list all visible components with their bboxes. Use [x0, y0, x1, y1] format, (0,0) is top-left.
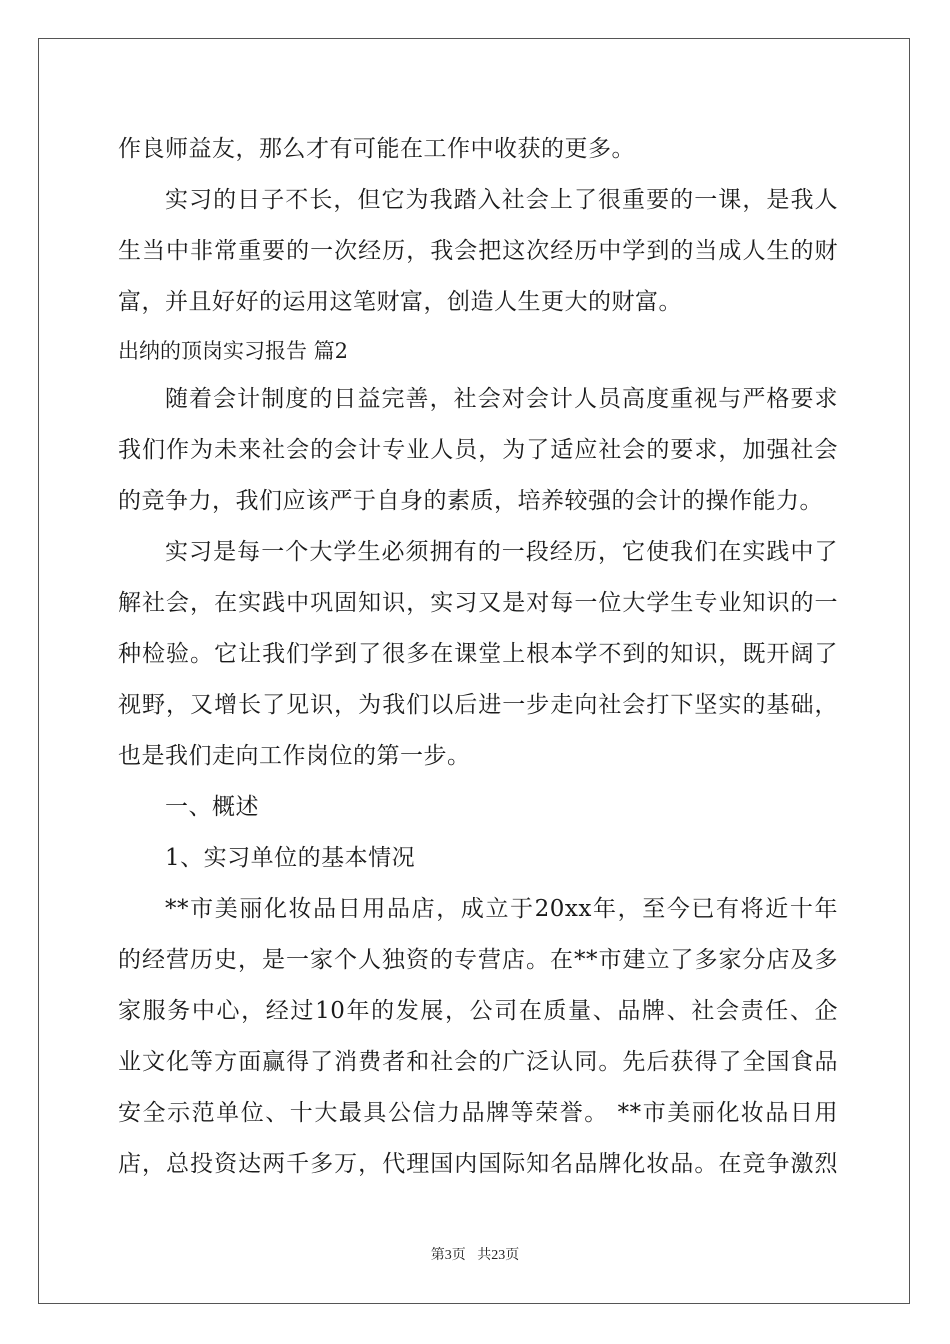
text-line: 的竞争力，我们应该严于自身的素质，培养较强的会计的操作能力。 — [118, 488, 823, 514]
page-number: 第3页 — [430, 1248, 466, 1263]
text-line: 我们作为未来社会的会计专业人员，为了适应社会的要求，加强社会 — [118, 437, 838, 463]
text-line: 视野，又增长了见识，为我们以后进一步走向社会打下坚实的基础， — [118, 692, 838, 718]
text-line: 种检验。它让我们学到了很多在课堂上根本学不到的知识，既开阔了 — [118, 641, 838, 667]
text-line: 实习是每一个大学生必须拥有的一段经历，它使我们在实践中了 — [165, 539, 838, 565]
text-line: 实习的日子不长，但它为我踏入社会上了很重要的一课，是我人 — [165, 187, 838, 213]
text-line: 一、概述 — [165, 794, 259, 820]
document-body — [118, 124, 838, 1190]
text-line: 生当中非常重要的一次经历，我会把这次经历中学到的当成人生的财 — [118, 238, 838, 264]
text-line: 安全示范单位、十大最具公信力品牌等荣誉。 **市美丽化妆品日用 — [118, 1100, 838, 1126]
text-line: 也是我们走向工作岗位的第一步。 — [118, 743, 471, 769]
section-heading: 出纳的顶岗实习报告 篇2 — [118, 339, 349, 363]
text-line: 富，并且好好的运用这笔财富，创造人生更大的财富。 — [118, 289, 682, 315]
text-line: 1、实习单位的基本情况 — [165, 845, 416, 871]
text-line: 店，总投资达两千多万，代理国内国际知名品牌化妆品。在竞争激烈 — [118, 1151, 838, 1177]
page-total: 共23页 — [477, 1248, 520, 1263]
text-line: **市美丽化妆品日用品店，成立于20xx年，至今已有将近十年 — [165, 896, 838, 922]
text-line: 作良师益友，那么才有可能在工作中收获的更多。 — [118, 136, 635, 162]
text-line: 的经营历史，是一家个人独资的专营店。在**市建立了多家分店及多 — [118, 947, 838, 973]
text-line: 解社会，在实践中巩固知识，实习又是对每一位大学生专业知识的一 — [118, 590, 838, 616]
text-line: 业文化等方面赢得了消费者和社会的广泛认同。先后获得了全国食品 — [118, 1049, 838, 1075]
page-footer — [0, 1244, 950, 1264]
text-line: 家服务中心，经过10年的发展，公司在质量、品牌、社会责任、企 — [118, 998, 838, 1024]
text-line: 随着会计制度的日益完善，社会对会计人员高度重视与严格要求 — [165, 386, 838, 412]
